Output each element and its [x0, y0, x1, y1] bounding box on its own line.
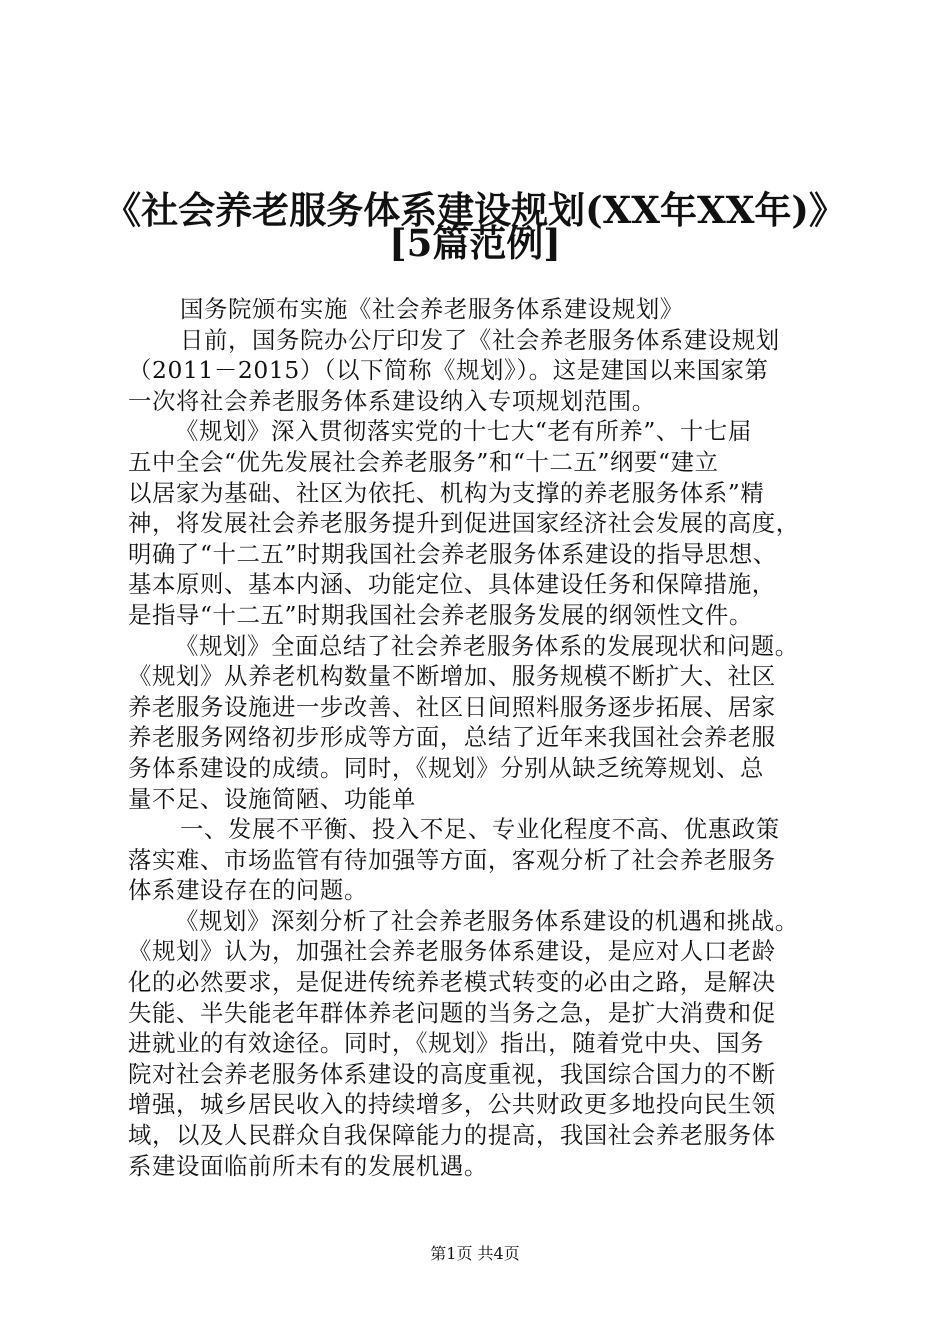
paragraph-line: 日前，国务院办公厅印发了《社会养老服务体系建设规划: [180, 325, 780, 354]
paragraph-line: 以居家为基础、社区为依托、机构为支撑的养老服务体系”精: [128, 478, 765, 507]
paragraph-line: 五中全会“优先发展社会养老服务”和“十二五”纲要“建立: [128, 447, 719, 476]
document-title: 《社会养老服务体系建设规划(XX年XX年)》: [104, 188, 846, 232]
paragraph-line: 系建设面临前所未有的发展机遇。: [128, 1151, 488, 1180]
paragraph-line: 院对社会养老服务体系建设的高度重视，我国综合国力的不断: [128, 1059, 776, 1088]
paragraph-line: 《规划》深入贯彻落实党的十七大“老有所养”、十七届: [175, 417, 752, 446]
paragraph-line: 进就业的有效途径。同时，《规划》指出，随着党中央、国务: [128, 1029, 765, 1058]
paragraph-line: 一、发展不平衡、投入不足、专业化程度不高、优惠政策: [180, 815, 780, 844]
paragraph-line: 《规划》认为，加强社会养老服务体系建设，是应对人口老龄: [128, 937, 776, 966]
paragraph-line: 明确了“十二五”时期我国社会养老服务体系建设的指导思想、: [128, 539, 777, 568]
paragraph-line: （2011－2015）（以下简称《规划》）。这是建国以来国家第: [128, 356, 769, 385]
paragraph-line: 神，将发展社会养老服务提升到促进国家经济社会发展的高度，: [128, 509, 800, 538]
paragraph-line: 量不足、设施简陋、功能单: [128, 784, 416, 813]
paragraph-line: 《规划》全面总结了社会养老服务体系的发展现状和问题。: [175, 631, 799, 660]
paragraph-line: 一次将社会养老服务体系建设纳入专项规划范围。: [128, 386, 656, 415]
paragraph-line: 是指导“十二五”时期我国社会养老服务发展的纲领性文件。: [128, 600, 753, 629]
document-subtitle: [5篇范例]: [389, 221, 561, 265]
paragraph-line: 务体系建设的成绩。同时，《规划》分别从缺乏统筹规划、总: [128, 753, 765, 782]
paragraph-line: 《规划》从养老机构数量不断增加、服务规模不断扩大、社区: [128, 662, 776, 691]
document-body: [128, 294, 836, 1181]
paragraph-line: 养老服务设施进一步改善、社区日间照料服务逐步拓展、居家: [128, 692, 776, 721]
paragraph-line: 国务院颁布实施《社会养老服务体系建设规划》: [180, 295, 684, 323]
paragraph-line: 养老服务网络初步形成等方面，总结了近年来我国社会养老服: [128, 723, 776, 752]
paragraph-line: 《规划》深刻分析了社会养老服务体系建设的机遇和挑战。: [175, 906, 799, 935]
paragraph-line: 失能、半失能老年群体养老问题的当务之急，是扩大消费和促: [128, 998, 776, 1027]
paragraph-line: 域，以及人民群众自我保障能力的提高，我国社会养老服务体: [128, 1121, 776, 1150]
paragraph-line: 增强，城乡居民收入的持续增多，公共财政更多地投向民生领: [128, 1090, 776, 1119]
paragraph-line: 体系建设存在的问题。: [128, 876, 368, 905]
paragraph-line: 化的必然要求，是促进传统养老模式转变的必由之路，是解决: [128, 968, 776, 997]
paragraph-line: 落实难、市场监管有待加强等方面，客观分析了社会养老服务: [128, 845, 776, 874]
page-footer: 第1页 共4页: [430, 1244, 520, 1263]
paragraph-line: 基本原则、基本内涵、功能定位、具体建设任务和保障措施，: [128, 570, 776, 599]
